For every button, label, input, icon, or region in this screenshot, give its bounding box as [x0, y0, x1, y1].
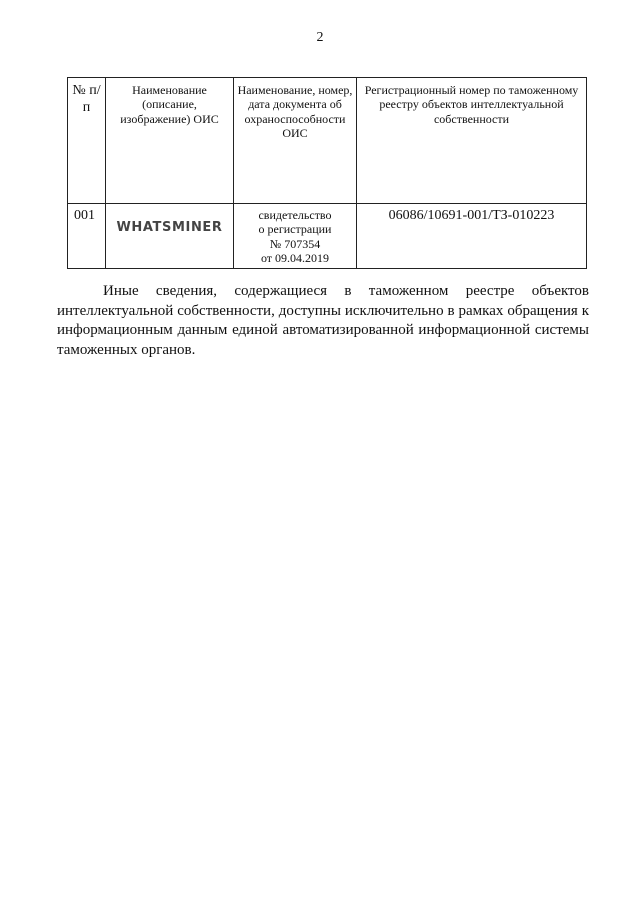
doc-line: от 09.04.2019 [260, 251, 330, 266]
body-paragraph: Иные сведения, содержащиеся в таможенном реестре объектов интеллектуальной собственности, доступны исключительно в рамках обращения к информационным данным единой автоматизированной информационной системы таможенных органов. [57, 283, 589, 358]
ois-table [67, 77, 587, 269]
row-reg: 06086/10691-001/ТЗ-010223 [357, 204, 587, 269]
page-number: 2 [316, 30, 324, 45]
table-row [68, 204, 587, 269]
doc-line: о регистрации [258, 222, 332, 237]
row-mark-cell [106, 204, 234, 269]
table-header-row [68, 78, 587, 204]
row-doc [234, 204, 357, 269]
doc-line: № 707354 [269, 236, 321, 251]
header-num: № п/п [68, 78, 106, 204]
header-reg: Регистрационный номер по таможенному реестру объектов интеллектуальной собственности [357, 78, 587, 204]
trademark-image: WHATSMINER [116, 220, 223, 235]
header-name: Наименование (описание, изображение) ОИС [106, 78, 234, 204]
row-num: 001 [68, 204, 106, 269]
header-doc: Наименование, номер, дата документа об охраноспособности ОИС [234, 78, 357, 204]
doc-line: свидетельство [258, 208, 332, 222]
